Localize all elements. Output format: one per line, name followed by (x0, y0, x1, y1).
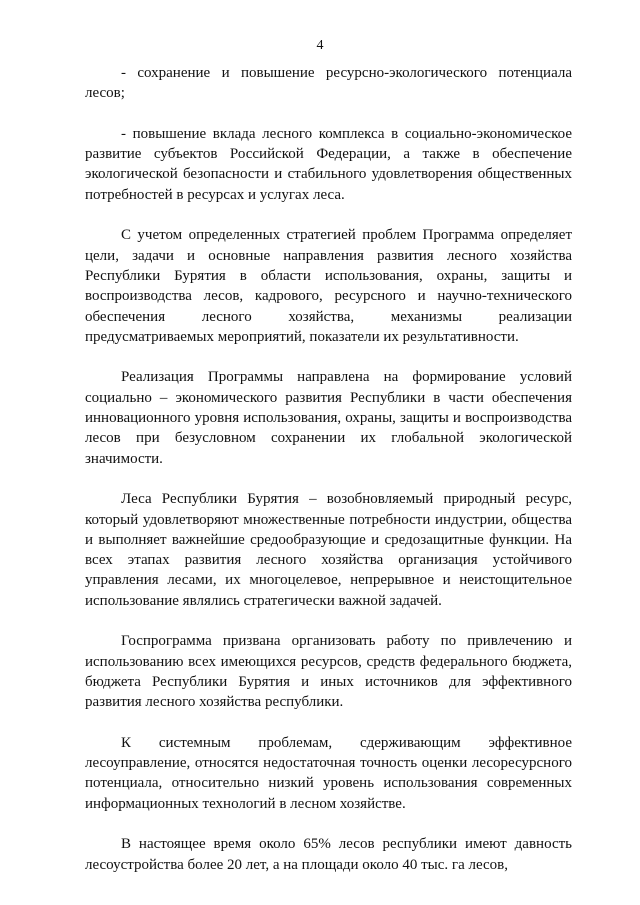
paragraph-4: Реализация Программы направлена на формирование условий социально – экономического развития Республики в части обеспечения инновационного уровня использования, охраны, защиты и воспроизводства лесов при безусловном сохранении их глобальной экологической значимости. (85, 369, 572, 467)
paragraph-8: В настоящее время около 65% лесов республики имеют давность лесоустройства более 20 лет, а на площади около 40 тыс. га лесов, (85, 836, 572, 873)
paragraph-2: - повышение вклада лесного комплекса в социально-экономическое развитие субъектов Российской Федерации, а также в обеспечение экологической безопасности и стабильного удовлетворения общественных потребностей в ресурсах и услугах леса. (85, 125, 572, 203)
page-number: 4 (316, 38, 324, 53)
paragraph-6: Госпрограмма призвана организовать работу по привлечению и использованию всех имеющихся ресурсов, средств федерального бюджета, бюджета Республики Бурятия и иных источников для эффективного развития лесного хозяйства республики. (85, 633, 572, 711)
paragraph-1: - сохранение и повышение ресурсно-экологического потенциала лесов; (85, 65, 572, 102)
document-body (85, 63, 572, 895)
paragraph-7: К системным проблемам, сдерживающим эффективное лесоуправление, относятся недостаточная точность оценки лесоресурсного потенциала, относительно низкий уровень использования современных информационных технологий в лесном хозяйстве. (85, 734, 572, 812)
paragraph-3: С учетом определенных стратегией проблем Программа определяет цели, задачи и основные направления развития лесного хозяйства Республики Бурятия в области использования, охраны, защиты и воспроизводства лесов, кадрового, ресурсного и научно-технического обеспечения лесного хозяйства, механизмы реализации предусматриваемых мероприятий, показатели их результативности. (85, 227, 572, 345)
paragraph-5: Леса Республики Бурятия – возобновляемый природный ресурс, который удовлетворяют множественные потребности индустрии, общества и выполняет важнейшие средообразующие и средозащитные функции. На всех этапах развития лесного хозяйства организация устойчивого управления лесами, их многоцелевое, непрерывное и неистощительное использование являлись стратегически важной задачей. (85, 491, 572, 609)
